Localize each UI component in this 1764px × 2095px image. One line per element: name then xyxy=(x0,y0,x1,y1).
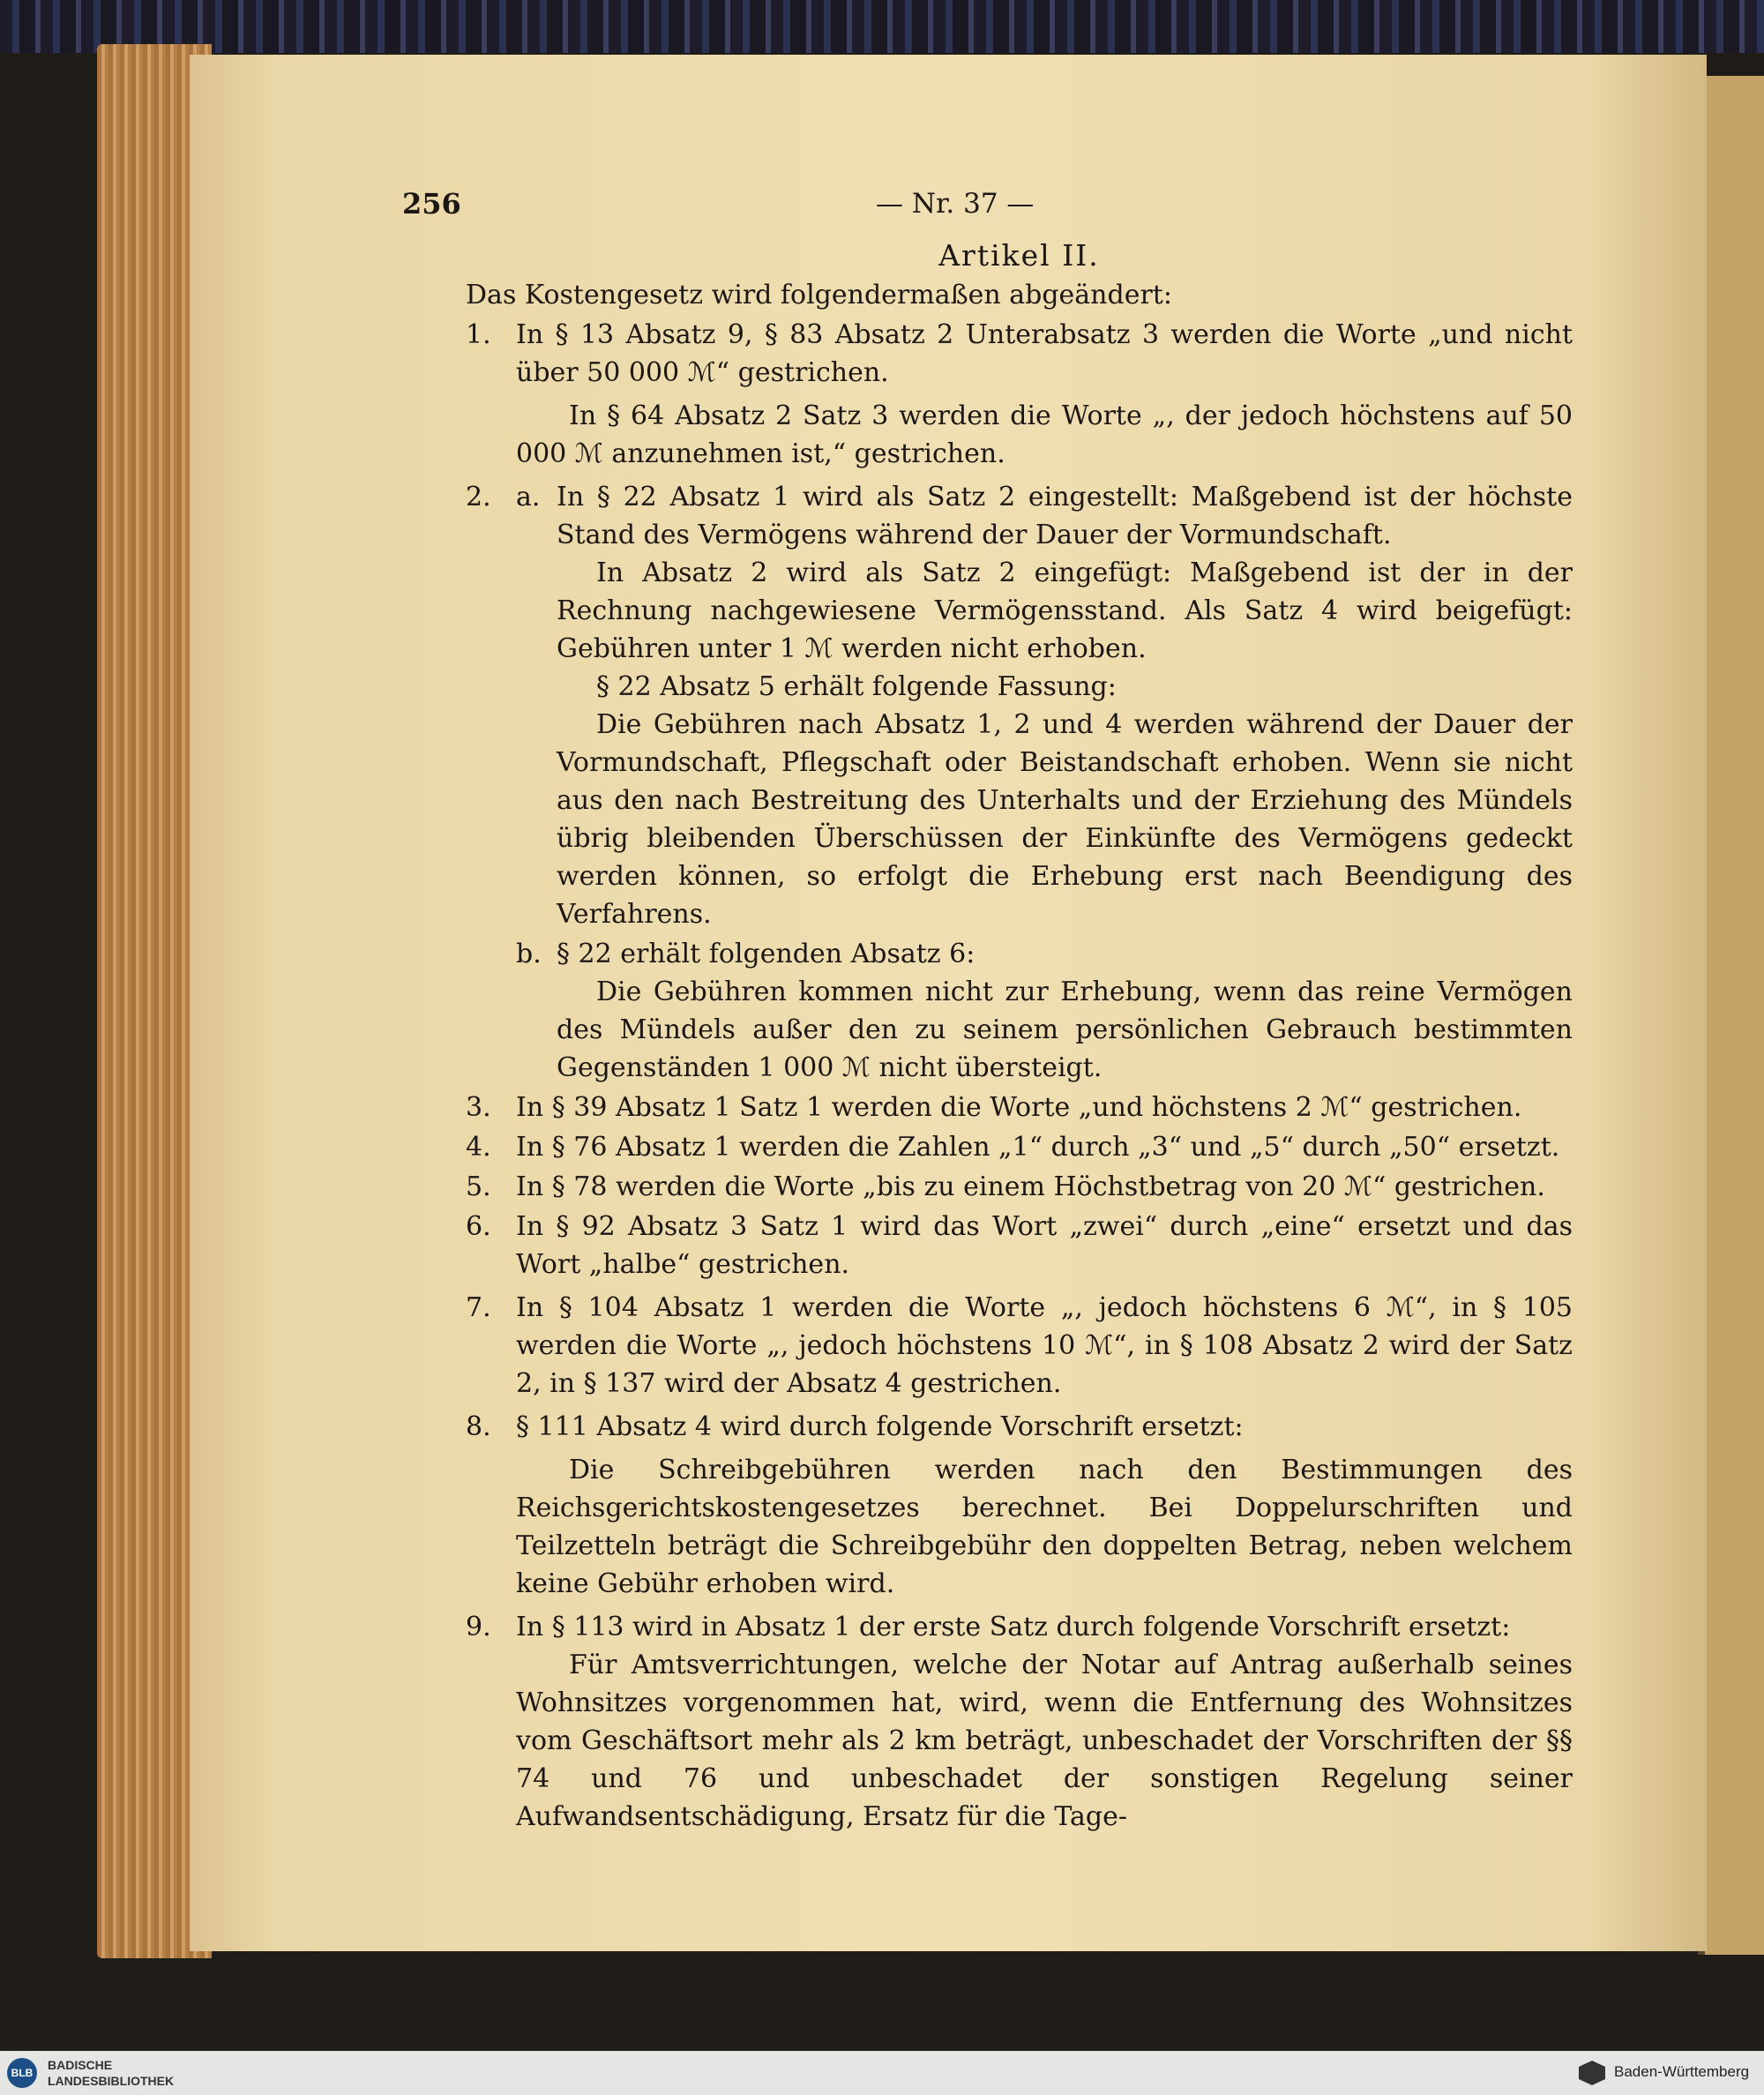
list-item xyxy=(466,316,1573,473)
article-heading: Artikel II. xyxy=(938,238,1100,273)
sub-item-text: § 22 erhält folgenden Absatz 6: xyxy=(557,939,975,969)
item-number: 3. xyxy=(466,1092,491,1123)
item-number: 1. xyxy=(466,319,491,350)
item-paragraph: Für Amtsverrichtungen, welche der Notar auf Antrag außerhalb seines Wohnsitzes vorgenommen hat, wird, wenn die Entfernung des Wohnsitzes vom Geschäftsort mehr als 2 km beträgt, unbeschadet der Vorschriften der §§ 74 und 76 und unbeschadet der sonstigen Regelung seiner Aufwandsentschädigung, Ersatz für die Tage- xyxy=(516,1650,1573,1832)
list-item xyxy=(466,478,1573,1087)
sub-item-paragraph: Die Gebühren nach Absatz 1, 2 und 4 werden während der Dauer der Vormundschaft, Pflegschaft oder Beistandschaft erhoben. Wenn sie nicht aus den nach Bestreitung des Unterhalts und der Erziehung des Mündels übrig bleibenden Überschüssen der Einkünfte des Vermögens gedeckt werden können, so erfolgt die Erhebung erst nach Beendigung des Verfahrens. xyxy=(557,709,1573,930)
page-number: 256 xyxy=(402,187,461,221)
library-name[interactable] xyxy=(48,2057,174,2089)
item-number: 9. xyxy=(466,1612,491,1642)
library-name-line-1: BADISCHE xyxy=(48,2058,113,2072)
sub-item-text: In § 22 Absatz 1 wird als Satz 2 eingestellt: Maßgebend ist der höchste Stand des Vermögens während der Dauer der Vormundschaft. xyxy=(557,482,1573,550)
page-header xyxy=(402,185,1573,233)
item-text: § 111 Absatz 4 wird durch folgende Vorschrift ersetzt: xyxy=(516,1411,1244,1442)
item-text: In § 104 Absatz 1 werden die Worte „, jedoch höchstens 6 ℳ“, in § 105 werden die Worte „, jedoch höchstens 10 ℳ“, in § 108 Absatz 2 wird der Satz 2, in § 137 wird der Absatz 4 gestrichen. xyxy=(516,1292,1573,1399)
list-item xyxy=(466,1608,1573,1836)
item-number: 5. xyxy=(466,1171,491,1202)
item-paragraph: Die Schreibgebühren werden nach den Bestimmungen des Reichsgerichtskostengesetzes berechnet. Bei Doppelurschriften und Teilzetteln beträgt die Schreibgebühr den doppelten Betrag, neben welchem keine Gebühr erhoben wird. xyxy=(516,1455,1573,1599)
intro-line: Das Kostengesetz wird folgendermaßen abgeändert: xyxy=(466,280,1172,311)
list-item xyxy=(466,1128,1573,1166)
sub-item-paragraph: In Absatz 2 wird als Satz 2 eingefügt: Maßgebend ist der in der Rechnung nachgewiesene Vermögensstand. Als Satz 4 wird beigefügt: Gebühren unter 1 ℳ werden nicht erhoben. xyxy=(557,557,1573,664)
item-number: 7. xyxy=(466,1292,491,1323)
sub-item-paragraph: § 22 Absatz 5 erhält folgende Fassung: xyxy=(596,671,1117,702)
item-text: In § 76 Absatz 1 werden die Zahlen „1“ durch „3“ und „5“ durch „50“ ersetzt. xyxy=(516,1132,1560,1163)
item-number: 4. xyxy=(466,1132,491,1163)
blb-logo-icon[interactable]: BLB xyxy=(7,2058,37,2088)
item-text: In § 13 Absatz 9, § 83 Absatz 2 Unterabsatz 3 werden die Worte „und nicht über 50 000 ℳ“ gestrichen. xyxy=(516,319,1573,388)
list-item xyxy=(466,1168,1573,1206)
binding-cloth xyxy=(0,0,1764,53)
coat-of-arms-icon[interactable] xyxy=(1579,2061,1605,2085)
sub-item-a xyxy=(516,478,1573,554)
state-name[interactable]: Baden-Württemberg xyxy=(1614,2063,1750,2080)
sub-item-b xyxy=(516,935,1573,973)
sub-item-paragraph: Die Gebühren kommen nicht zur Erhebung, wenn das reine Vermögen des Mündels außer den zu seinem persönlichen Gebrauch bestimmten Gegenständen 1 000 ℳ nicht übersteigt. xyxy=(557,976,1573,1083)
viewer-footer xyxy=(0,2051,1764,2095)
running-head: — Nr. 37 — xyxy=(876,188,1035,220)
list-item xyxy=(466,1408,1573,1603)
facing-page-edge xyxy=(1702,76,1764,1955)
item-text: In § 92 Absatz 3 Satz 1 wird das Wort „zwei“ durch „eine“ ersetzt und das Wort „halbe“ gestrichen. xyxy=(516,1211,1573,1280)
list-item xyxy=(466,1208,1573,1283)
item-number: 2. xyxy=(466,482,491,513)
item-text: In § 78 werden die Worte „bis zu einem Höchstbetrag von 20 ℳ“ gestrichen. xyxy=(516,1171,1545,1202)
list-item xyxy=(466,1289,1573,1403)
page-text xyxy=(402,185,1573,1836)
item-number: 6. xyxy=(466,1211,491,1242)
sub-item-label: a. xyxy=(516,482,541,513)
item-number: 8. xyxy=(466,1411,491,1442)
item-paragraph: In § 64 Absatz 2 Satz 3 werden die Worte „, der jedoch höchstens auf 50 000 ℳ anzunehmen ist,“ gestrichen. xyxy=(516,400,1573,469)
item-text: In § 113 wird in Absatz 1 der erste Satz durch folgende Vorschrift ersetzt: xyxy=(516,1612,1511,1642)
sub-item-label: b. xyxy=(516,939,542,969)
list-item xyxy=(466,1089,1573,1126)
library-name-line-2: LANDESBIBLIOTHEK xyxy=(48,2074,175,2088)
item-text: In § 39 Absatz 1 Satz 1 werden die Worte „und höchstens 2 ℳ“ gestrichen. xyxy=(516,1092,1522,1123)
